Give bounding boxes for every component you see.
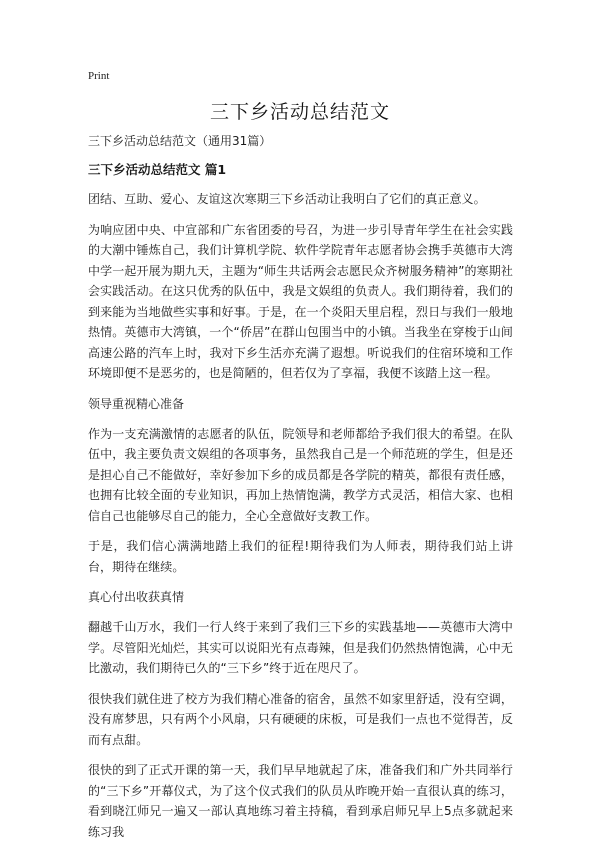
section-heading: 领导重视精心准备: [88, 396, 185, 411]
paragraph: 作为一支充满激情的志愿者的队伍，院领导和老师都给予我们很大的希望。在队伍中，我主要负责文娱组的各项事务，虽然我自己是一个师范班的学生，但是还是担心自己不能做好，幸好参加下乡的成员都是各学院的精英，都很有责任感，也拥有比较全面的专业知识，再加上热情饱满，教学方式灵活，相信大家、也相信自己也能够尽自己的能力，全心全意做好支教工作。: [88, 426, 513, 523]
paragraph: 很快的到了正式开课的第一天，我们早早地就起了床，准备我们和广外共同举行的“三下乡”开幕仪式，为了这个仪式我们的队员从昨晚开始一直很认真的练习，看到晓江师兄一遍又一部认真地练习着主持稿，看到承启师兄早上5点多就起来练习我: [88, 763, 513, 839]
paragraph: 翻越千山万水，我们一行人终于来到了我们三下乡的实践基地——英德市大湾中学。尽管阳光灿烂，其实可以说阳光有点毒辣，但是我们仍然热情饱满，心中无比激动，我们期待已久的“三下乡”终于近在咫尺了。: [88, 620, 513, 675]
section-heading: 真心付出收获真情: [88, 590, 185, 604]
paragraph: 团结、互助、爱心、友谊这次寒期三下乡活动让我明白了它们的真正意义。: [88, 192, 486, 206]
article-heading: 三下乡活动总结范文 篇1: [88, 162, 227, 177]
paragraph: 很快我们就住进了校方为我们精心准备的宿舍，虽然不如家里舒适，没有空调，没有席梦思，只有两个小风扇，只有硬硬的床板，可是我们一点也不觉得苦，反而有点甜。: [88, 691, 513, 747]
page-title: 三下乡活动总结范文: [209, 101, 390, 123]
article-subtitle: 三下乡活动总结范文（通用31篇）: [88, 134, 272, 148]
paragraph: 为响应团中央、中宣部和广东省团委的号召，为进一步引导青年学生在社会实践的大潮中锤炼自己，我们计算机学院、软件学院青年志愿者协会携手英德市大湾中学一起开展为期九天，主题为“师生共话两会志愿民众齐树服务精神”的寒期社会实践活动。在这只优秀的队伍中，我是文娱组的负责人。我们期待着，我们的到来能为当地做些实事和好事。于是，在一个炎阳天里启程，烈日与我们一般地热情。英德市大湾镇，一个“侨居”在群山包围当中的小镇。当我坐在穿梭于山间高速公路的汽车上时，我对下乡生活亦充满了遐想。听说我们的住宿环境和工作环境即便不是恶劣的，也是简陋的，但若仅为了享福，我便不该踏上这一程。: [88, 222, 513, 380]
print-label[interactable]: Print: [88, 70, 110, 82]
paragraph: 于是，我们信心满满地踏上我们的征程!期待我们为人师表，期待我们站上讲台，期待在继续。: [88, 539, 513, 574]
article-body: [88, 131, 513, 852]
